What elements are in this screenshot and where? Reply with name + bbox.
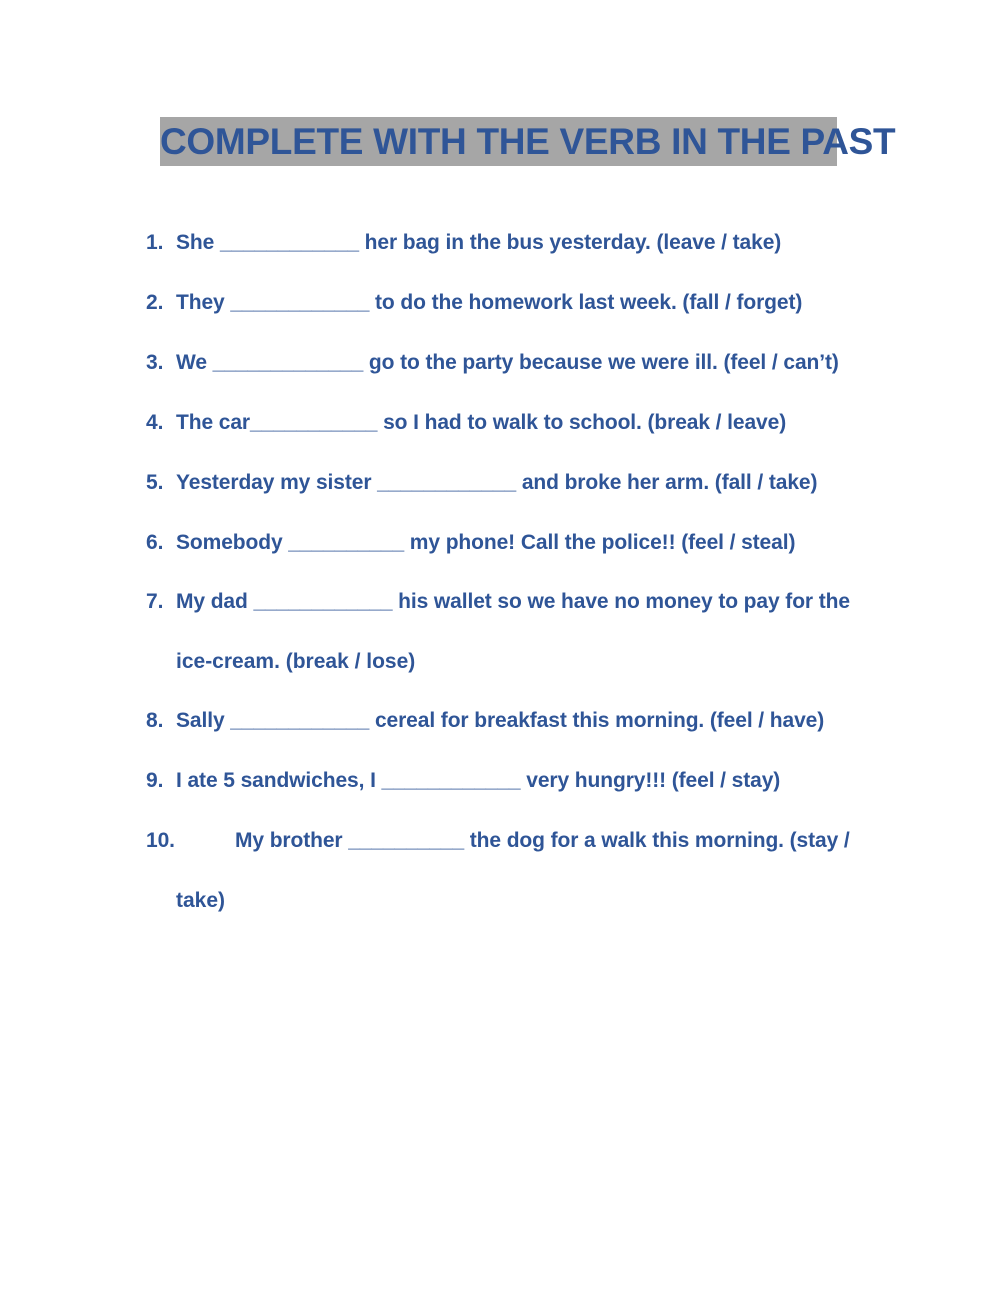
- exercise-item: [146, 470, 817, 496]
- exercise-number: 10.: [146, 829, 175, 852]
- exercise-text: My brother __________ the dog for a walk this morning. (stay /: [235, 829, 850, 852]
- exercise-text: They ____________ to do the homework last week. (fall / forget): [176, 291, 803, 314]
- exercise-item: [146, 350, 839, 376]
- exercise-number: 7.: [146, 590, 164, 613]
- exercise-text: Sally ____________ cereal for breakfast this morning. (feel / have): [176, 709, 825, 732]
- exercise-number: 3.: [146, 351, 164, 374]
- exercise-item: [146, 708, 824, 734]
- exercise-number: 5.: [146, 471, 164, 494]
- exercise-text-continuation: take): [176, 889, 226, 912]
- exercise-item: [146, 230, 781, 256]
- exercise-text: I ate 5 sandwiches, I ____________ very hungry!!! (feel / stay): [176, 769, 781, 792]
- exercise-number: 8.: [146, 709, 164, 732]
- worksheet-title: COMPLETE WITH THE VERB IN THE PAST: [160, 117, 837, 166]
- exercise-number: 9.: [146, 769, 164, 792]
- exercise-number: 4.: [146, 411, 164, 434]
- exercise-item: [146, 828, 850, 854]
- exercise-item: [146, 589, 850, 615]
- exercise-item: [146, 290, 802, 316]
- exercise-item: [146, 410, 786, 436]
- exercise-number: 2.: [146, 291, 164, 314]
- exercise-text-continuation: ice-cream. (break / lose): [176, 650, 416, 673]
- exercise-item: [146, 530, 795, 556]
- exercise-text: Yesterday my sister ____________ and broke her arm. (fall / take): [176, 471, 818, 494]
- exercise-number: 6.: [146, 531, 164, 554]
- exercise-text: My dad ____________ his wallet so we have no money to pay for the: [176, 590, 850, 613]
- exercise-item: [146, 768, 780, 794]
- exercise-number: 1.: [146, 231, 164, 254]
- exercise-text: Somebody __________ my phone! Call the police!! (feel / steal): [176, 531, 796, 554]
- exercise-text: We _____________ go to the party because we were ill. (feel / can’t): [176, 351, 839, 374]
- exercise-text: The car___________ so I had to walk to school. (break / leave): [176, 411, 787, 434]
- exercise-text: She ____________ her bag in the bus yesterday. (leave / take): [176, 231, 782, 254]
